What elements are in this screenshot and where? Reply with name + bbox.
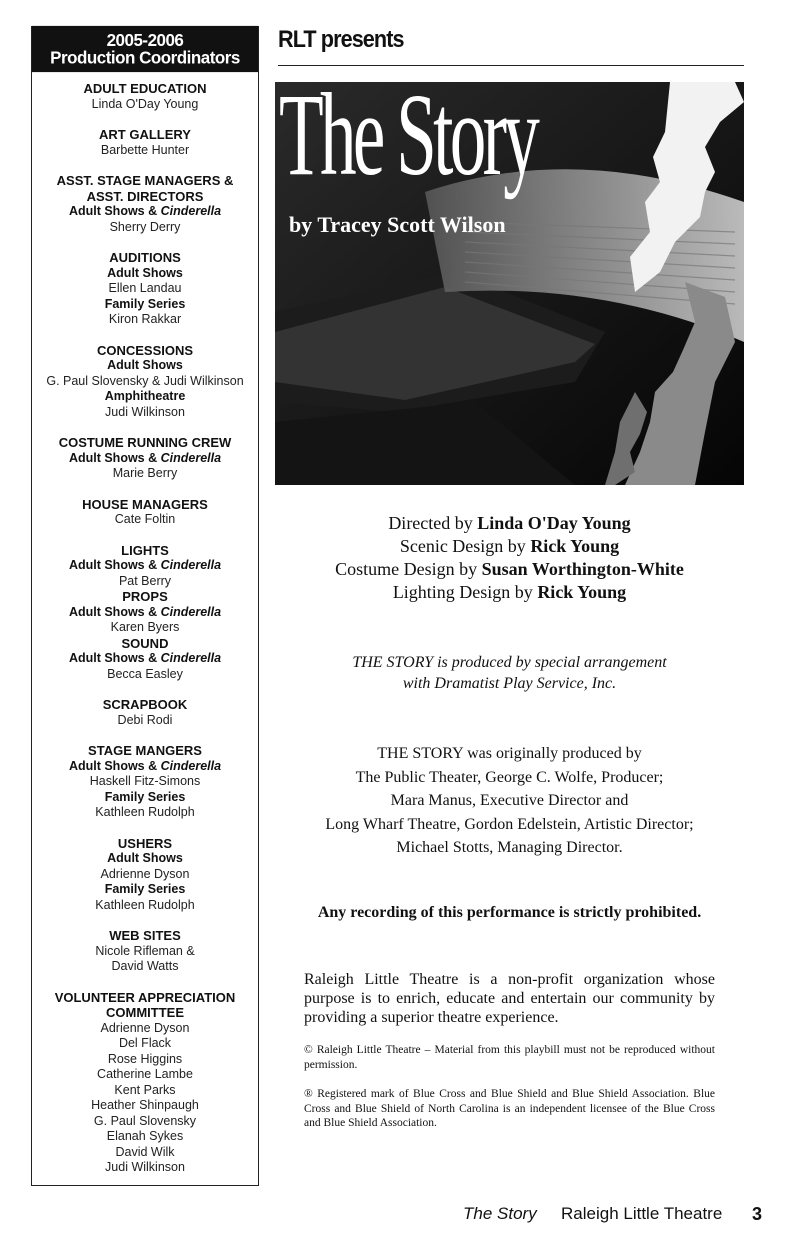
coordinator-name: Marie Berry xyxy=(112,466,178,480)
role-heading: ASST. DIRECTORS xyxy=(86,188,204,204)
coordinator-name: Sherry Derry xyxy=(109,219,181,234)
original-production-line: Long Wharf Theatre, Gordon Edelstein, Artistic Director; xyxy=(325,815,694,833)
coordinator-section xyxy=(32,497,258,528)
role-heading: VOLUNTEER APPRECIATION xyxy=(54,989,236,1005)
coordinator-name: Kent Parks xyxy=(114,1082,176,1097)
coordinator-name: Haskell Fitz-Simons xyxy=(89,774,201,788)
original-production-line: THE STORY was originally produced by xyxy=(377,745,642,762)
coordinator-name: Becca Easley xyxy=(107,666,183,681)
coordinator-section xyxy=(32,543,258,590)
series-label: Adult Shows & Cinderella xyxy=(68,604,222,619)
production-credits xyxy=(275,512,744,604)
coordinator-name: Elanah Sykes xyxy=(106,1129,184,1143)
role-heading: WEB SITES xyxy=(109,928,181,943)
poster-title: The Story xyxy=(279,82,537,200)
sidebar-header xyxy=(32,26,258,72)
series-label: Family Series xyxy=(104,789,186,804)
coordinator-section xyxy=(32,343,258,421)
copyright-note: © Raleigh Little Theatre – Material from this playbill must not be reproduced without permission. xyxy=(304,1044,715,1071)
coordinator-name: David Wilk xyxy=(115,1144,175,1159)
arrangement-note xyxy=(275,652,744,694)
role-heading: SCRAPBOOK xyxy=(102,697,188,712)
series-label: Adult Shows & Cinderella xyxy=(68,450,222,465)
role-heading: CONCESSIONS xyxy=(96,342,194,358)
footer-org-name: Raleigh Little Theatre xyxy=(561,1204,723,1223)
coordinator-section xyxy=(32,836,258,914)
role-heading: STAGE MANGERS xyxy=(88,743,202,758)
coordinator-name: Adrienne Dyson xyxy=(100,866,190,881)
series-label: Adult Shows xyxy=(107,851,183,865)
coordinator-name: Adrienne Dyson xyxy=(100,1020,190,1035)
coordinator-section xyxy=(32,81,258,112)
original-production-note xyxy=(275,742,744,860)
coordinator-name: Ellen Landau xyxy=(108,281,182,295)
trademark-note: ® Registered mark of Blue Cross and Blue Shield and Blue Shield Association. Blue Cross and Blue Shield of North Carolina is an independent licensee of the Blue Cross and Blue Shield Association. xyxy=(304,1088,715,1129)
coordinator-name: Linda O'Day Young xyxy=(91,96,199,111)
mission-statement: Raleigh Little Theatre is a non-profit organization whose purpose is to enrich, educate and entertain our community by providing a superior theatre experience. xyxy=(304,971,715,1026)
coordinator-section xyxy=(32,990,258,1176)
series-label: Adult Shows & Cinderella xyxy=(68,651,222,665)
coordinator-section xyxy=(32,173,258,235)
credit-line: Scenic Design by Rick Young xyxy=(399,536,620,556)
series-label: Adult Shows xyxy=(107,265,183,280)
coordinator-section xyxy=(32,250,258,328)
coordinator-section xyxy=(32,928,258,975)
role-heading: USHERS xyxy=(117,835,173,851)
coordinator-name: Kathleen Rudolph xyxy=(95,897,195,912)
coordinator-name: Debi Rodi xyxy=(117,712,173,727)
role-heading: SOUND xyxy=(121,635,169,651)
coordinator-section xyxy=(32,589,258,636)
coordinator-name: Del Flack xyxy=(118,1036,172,1050)
original-production-line: Mara Manus, Executive Director and xyxy=(390,792,629,809)
coordinator-list xyxy=(32,71,258,1176)
coordinator-name: Kathleen Rudolph xyxy=(95,805,195,819)
coordinator-name: Judi Wilkinson xyxy=(105,1160,185,1174)
coordinator-name: Pat Berry xyxy=(118,573,172,588)
sidebar-header-season: 2005-2006 xyxy=(106,30,184,51)
coordinator-section xyxy=(32,636,258,683)
role-heading: COSTUME RUNNING CREW xyxy=(58,435,232,450)
coordinator-name: Karen Byers xyxy=(110,620,180,634)
series-label: Amphitheatre xyxy=(104,389,186,403)
coordinator-name: G. Paul Slovensky xyxy=(93,1113,197,1128)
role-heading: ART GALLERY xyxy=(99,127,191,142)
poster-byline: by Tracey Scott Wilson xyxy=(289,212,506,237)
coordinator-name: Rose Higgins xyxy=(107,1051,183,1066)
coordinator-name: Kiron Rakkar xyxy=(108,312,182,326)
original-production-line: Michael Stotts, Managing Director. xyxy=(396,839,623,856)
page-heading: RLT presents xyxy=(278,26,404,53)
series-label: Adult Shows & Cinderella xyxy=(68,758,222,773)
coordinator-name: David Watts xyxy=(111,959,179,973)
coordinator-name: Cate Foltin xyxy=(114,512,176,526)
heading-rule xyxy=(278,65,744,66)
coordinator-name: Heather Shinpaugh xyxy=(91,1098,199,1112)
credit-line: Lighting Design by Rick Young xyxy=(392,582,627,602)
coordinator-name: Barbette Hunter xyxy=(100,142,190,157)
production-coordinators-box xyxy=(31,26,259,1186)
series-label: Adult Shows xyxy=(107,358,183,372)
sidebar-header-title: Production Coordinators xyxy=(50,47,240,68)
role-heading: COMMITTEE xyxy=(106,1005,184,1020)
recording-notice: Any recording of this performance is strictly prohibited. xyxy=(317,904,702,921)
coordinator-section xyxy=(32,127,258,158)
series-label: Family Series xyxy=(104,882,186,896)
arrangement-line: THE STORY is produced by special arrangement xyxy=(352,654,667,671)
series-label: Family Series xyxy=(104,296,186,311)
original-production-line: The Public Theater, George C. Wolfe, Producer; xyxy=(355,768,664,786)
role-heading: ASST. STAGE MANAGERS & xyxy=(56,173,234,188)
credit-line: Directed by Linda O'Day Young xyxy=(388,513,631,533)
series-label: Adult Shows & Cinderella xyxy=(68,558,222,572)
arrangement-line: with Dramatist Play Service, Inc. xyxy=(402,675,617,692)
coordinator-section xyxy=(32,697,258,728)
role-heading: PROPS xyxy=(122,589,168,604)
series-label: Adult Shows & Cinderella xyxy=(68,204,222,218)
role-heading: ADULT EDUCATION xyxy=(83,81,207,96)
role-heading: HOUSE MANAGERS xyxy=(82,496,208,512)
coordinator-name: Nicole Rifleman & xyxy=(95,943,195,958)
page-number: 3 xyxy=(752,1204,763,1224)
coordinator-name: Catherine Lambe xyxy=(97,1067,193,1081)
coordinator-name: G. Paul Slovensky & Judi Wilkinson xyxy=(46,373,244,388)
coordinator-section xyxy=(32,743,258,821)
footer-show-title: The Story xyxy=(463,1204,537,1223)
coordinator-section xyxy=(32,435,258,482)
show-poster xyxy=(275,82,744,485)
coordinator-name: Judi Wilkinson xyxy=(105,404,185,419)
role-heading: AUDITIONS xyxy=(109,250,181,265)
credit-line: Costume Design by Susan Worthington-White xyxy=(335,559,684,579)
role-heading: LIGHTS xyxy=(121,542,169,558)
